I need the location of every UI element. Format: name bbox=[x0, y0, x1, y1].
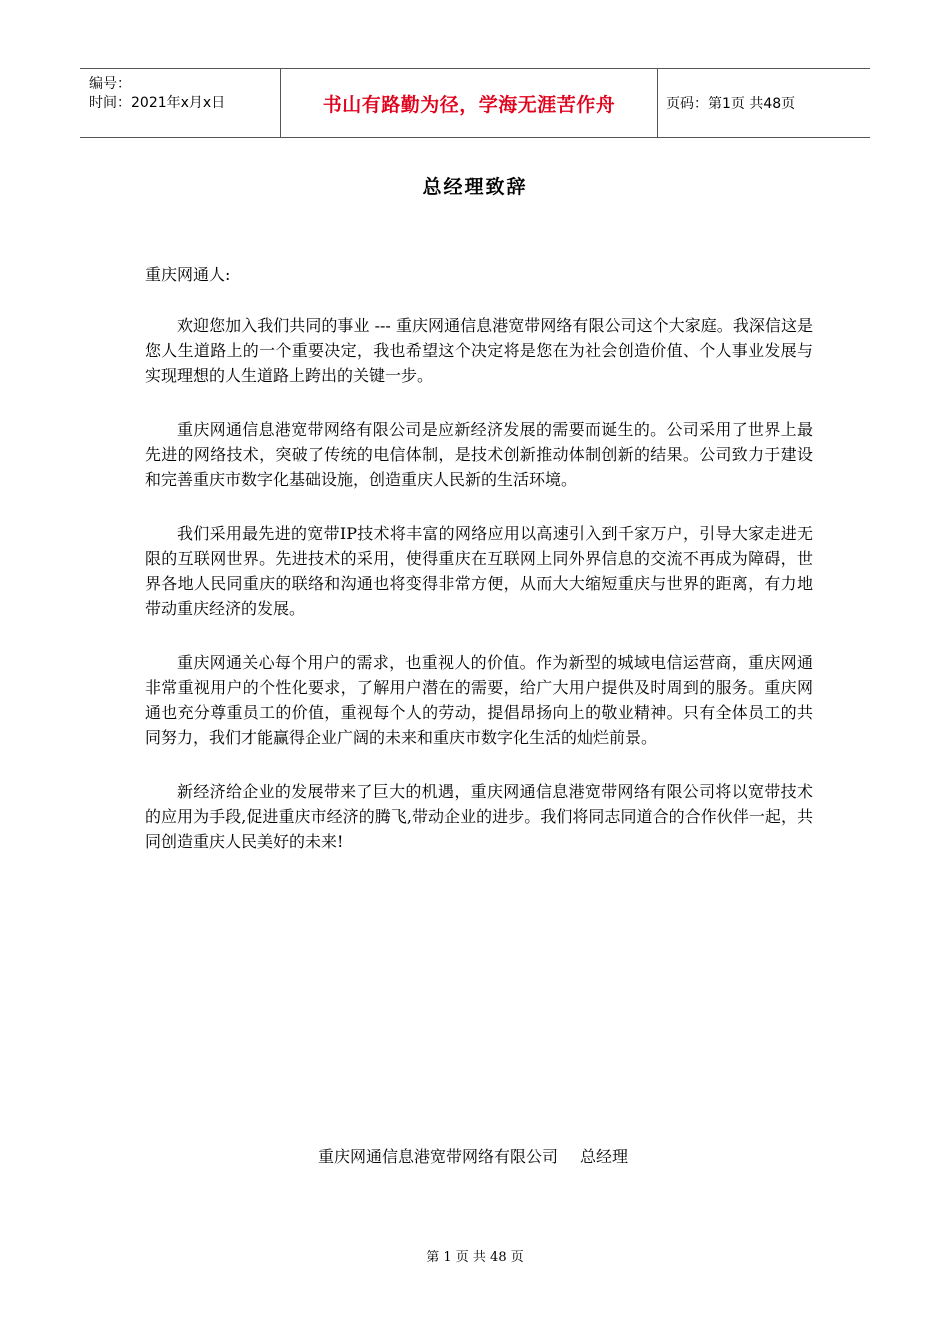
document-date-label: 时间：2021年x月x日 bbox=[89, 95, 226, 111]
signature bbox=[318, 1144, 628, 1167]
document-title: 总经理致辞 bbox=[422, 176, 528, 198]
header-motto-cell bbox=[281, 69, 658, 137]
greeting: 重庆网通人: bbox=[145, 265, 231, 284]
header-page-info: 页码：第1页 共48页 bbox=[666, 96, 796, 112]
page-footer: 第 1 页 共 48 页 bbox=[426, 1250, 524, 1265]
paragraph-1: 欢迎您加入我们共同的事业 --- 重庆网通信息港宽带网络有限公司这个大家庭。我深信这是您人生道路上的一个重要决定，我也希望这个决定将是您在为社会创造价值、个人事业发展与实现理想的人生道路上跨出的关键一步。 bbox=[145, 316, 813, 385]
signature-role: 总经理 bbox=[580, 1147, 629, 1166]
paragraph-3: 我们采用最先进的宽带IP技术将丰富的网络应用以高速引入到千家万户，引导大家走进无限的互联网世界。先进技术的采用，使得重庆在互联网上同外界信息的交流不再成为障碍，世界各地人民同重庆的联络和沟通也将变得非常方便，从而大大缩短重庆与世界的距离，有力地带动重庆经济的发展。 bbox=[145, 524, 813, 618]
signature-company: 重庆网通信息港宽带网络有限公司 bbox=[318, 1147, 559, 1166]
document-body bbox=[145, 313, 813, 883]
page-header bbox=[80, 68, 870, 138]
paragraph-4: 重庆网通关心每个用户的需求，也重视人的价值。作为新型的城域电信运营商，重庆网通非常重视用户的个性化要求，了解用户潜在的需要，给广大用户提供及时周到的服务。重庆网通也充分尊重员工的价值，重视每个人的劳动，提倡昂扬向上的敬业精神。只有全体员工的共同努力，我们才能赢得企业广阔的未来和重庆市数字化生活的灿烂前景。 bbox=[145, 653, 813, 747]
paragraph-2: 重庆网通信息港宽带网络有限公司是应新经济发展的需要而诞生的。公司采用了世界上最先进的网络技术，突破了传统的电信体制，是技术创新推动体制创新的结果。公司致力于建设和完善重庆市数字化基础设施，创造重庆人民新的生活环境。 bbox=[145, 420, 813, 489]
document-number-label: 编号： bbox=[89, 76, 131, 92]
header-page-cell bbox=[658, 69, 870, 137]
header-meta-cell bbox=[80, 69, 281, 137]
paragraph-5: 新经济给企业的发展带来了巨大的机遇，重庆网通信息港宽带网络有限公司将以宽带技术的应用为手段,促进重庆市经济的腾飞,带动企业的进步。我们将同志同道合的合作伙伴一起，共同创造重庆人民美好的未来! bbox=[145, 782, 813, 851]
header-motto: 书山有路勤为径，学海无涯苦作舟 bbox=[322, 93, 616, 116]
